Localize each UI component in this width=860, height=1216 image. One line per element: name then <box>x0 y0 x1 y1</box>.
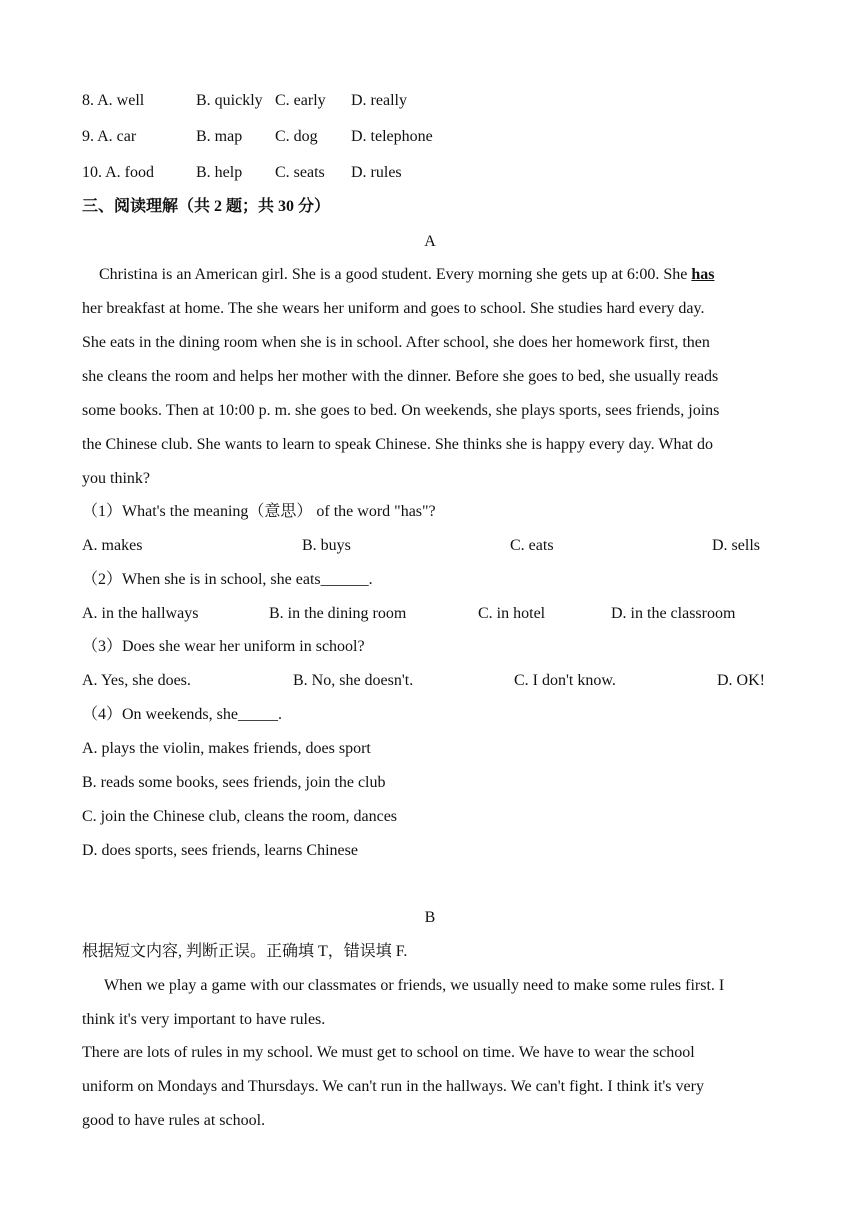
passage-b-line-4: uniform on Mondays and Thursdays. We can't run in the hallways. We can't fight. I think it's very <box>82 1078 704 1095</box>
passage-a-line-7: you think? <box>82 470 150 487</box>
passage-b-line-5: good to have rules at school. <box>82 1112 266 1129</box>
option-c: C. early <box>275 92 326 109</box>
passage-text: Christina is an American girl. She is a good student. Every morning she gets up at 6:00. She <box>99 266 688 283</box>
option-a: A. in the hallways <box>82 605 199 622</box>
option-a: A. makes <box>82 537 143 554</box>
option-b: B. in the dining room <box>269 605 407 622</box>
passage-a-line-2: her breakfast at home. The she wears her uniform and goes to school. She studies hard every day. <box>82 300 705 317</box>
option-a: 10. A. food <box>82 164 154 181</box>
option-d: D. in the classroom <box>611 605 736 622</box>
option-a: 9. A. car <box>82 128 137 145</box>
passage-a-line-3: She eats in the dining room when she is in school. After school, she does her homework first, then <box>82 334 710 351</box>
question-4-option-c: C. join the Chinese club, cleans the room, dances <box>82 808 398 825</box>
option-c: C. dog <box>275 128 318 145</box>
question-4-option-b: B. reads some books, sees friends, join the club <box>82 774 386 791</box>
option-c: C. seats <box>275 164 325 181</box>
passage-b-instruction: 根据短文内容, 判断正误。正确填 T，错误填 F. <box>82 943 408 960</box>
option-b: B. quickly <box>196 92 263 109</box>
option-d: D. telephone <box>351 128 433 145</box>
passage-a-line-1 <box>99 265 714 285</box>
option-d: D. really <box>351 92 407 109</box>
option-a: A. Yes, she does. <box>82 672 191 689</box>
option-c: C. eats <box>510 537 554 554</box>
option-d: D. rules <box>351 164 402 181</box>
option-b: B. help <box>196 164 243 181</box>
question-3: （3）Does she wear her uniform in school? <box>82 638 365 655</box>
passage-b-line-3: There are lots of rules in my school. We must get to school on time. We have to wear the school <box>82 1044 695 1061</box>
section-title: 三、阅读理解（共 2 题；共 30 分） <box>82 198 331 215</box>
passage-a-heading: A <box>424 233 436 250</box>
passage-b-line-2: think it's very important to have rules. <box>82 1011 326 1028</box>
passage-a-line-6: the Chinese club. She wants to learn to speak Chinese. She thinks she is happy every day. What do <box>82 436 713 453</box>
question-4: （4）On weekends, she_____. <box>82 706 282 723</box>
option-d: D. OK! <box>717 672 765 689</box>
option-c: C. I don't know. <box>514 672 616 689</box>
question-4-option-d: D. does sports, sees friends, learns Chinese <box>82 842 358 859</box>
passage-a-line-5: some books. Then at 10:00 p. m. she goes to bed. On weekends, she plays sports, sees friends, joins <box>82 402 720 419</box>
passage-a-line-4: she cleans the room and helps her mother with the dinner. Before she goes to bed, she usually reads <box>82 368 719 385</box>
option-d: D. sells <box>712 537 760 554</box>
option-b: B. buys <box>302 537 351 554</box>
passage-b-line-1: When we play a game with our classmates or friends, we usually need to make some rules first. I <box>104 977 725 994</box>
option-a: 8. A. well <box>82 92 145 109</box>
option-b: B. map <box>196 128 243 145</box>
passage-b-heading: B <box>424 909 436 926</box>
question-2: （2）When she is in school, she eats______. <box>82 571 373 588</box>
question-4-option-a: A. plays the violin, makes friends, does sport <box>82 740 371 757</box>
option-b: B. No, she doesn't. <box>293 672 414 689</box>
option-c: C. in hotel <box>478 605 546 622</box>
highlighted-word: has <box>691 266 715 283</box>
question-1: （1）What's the meaning（意思） of the word "has"? <box>82 503 436 520</box>
